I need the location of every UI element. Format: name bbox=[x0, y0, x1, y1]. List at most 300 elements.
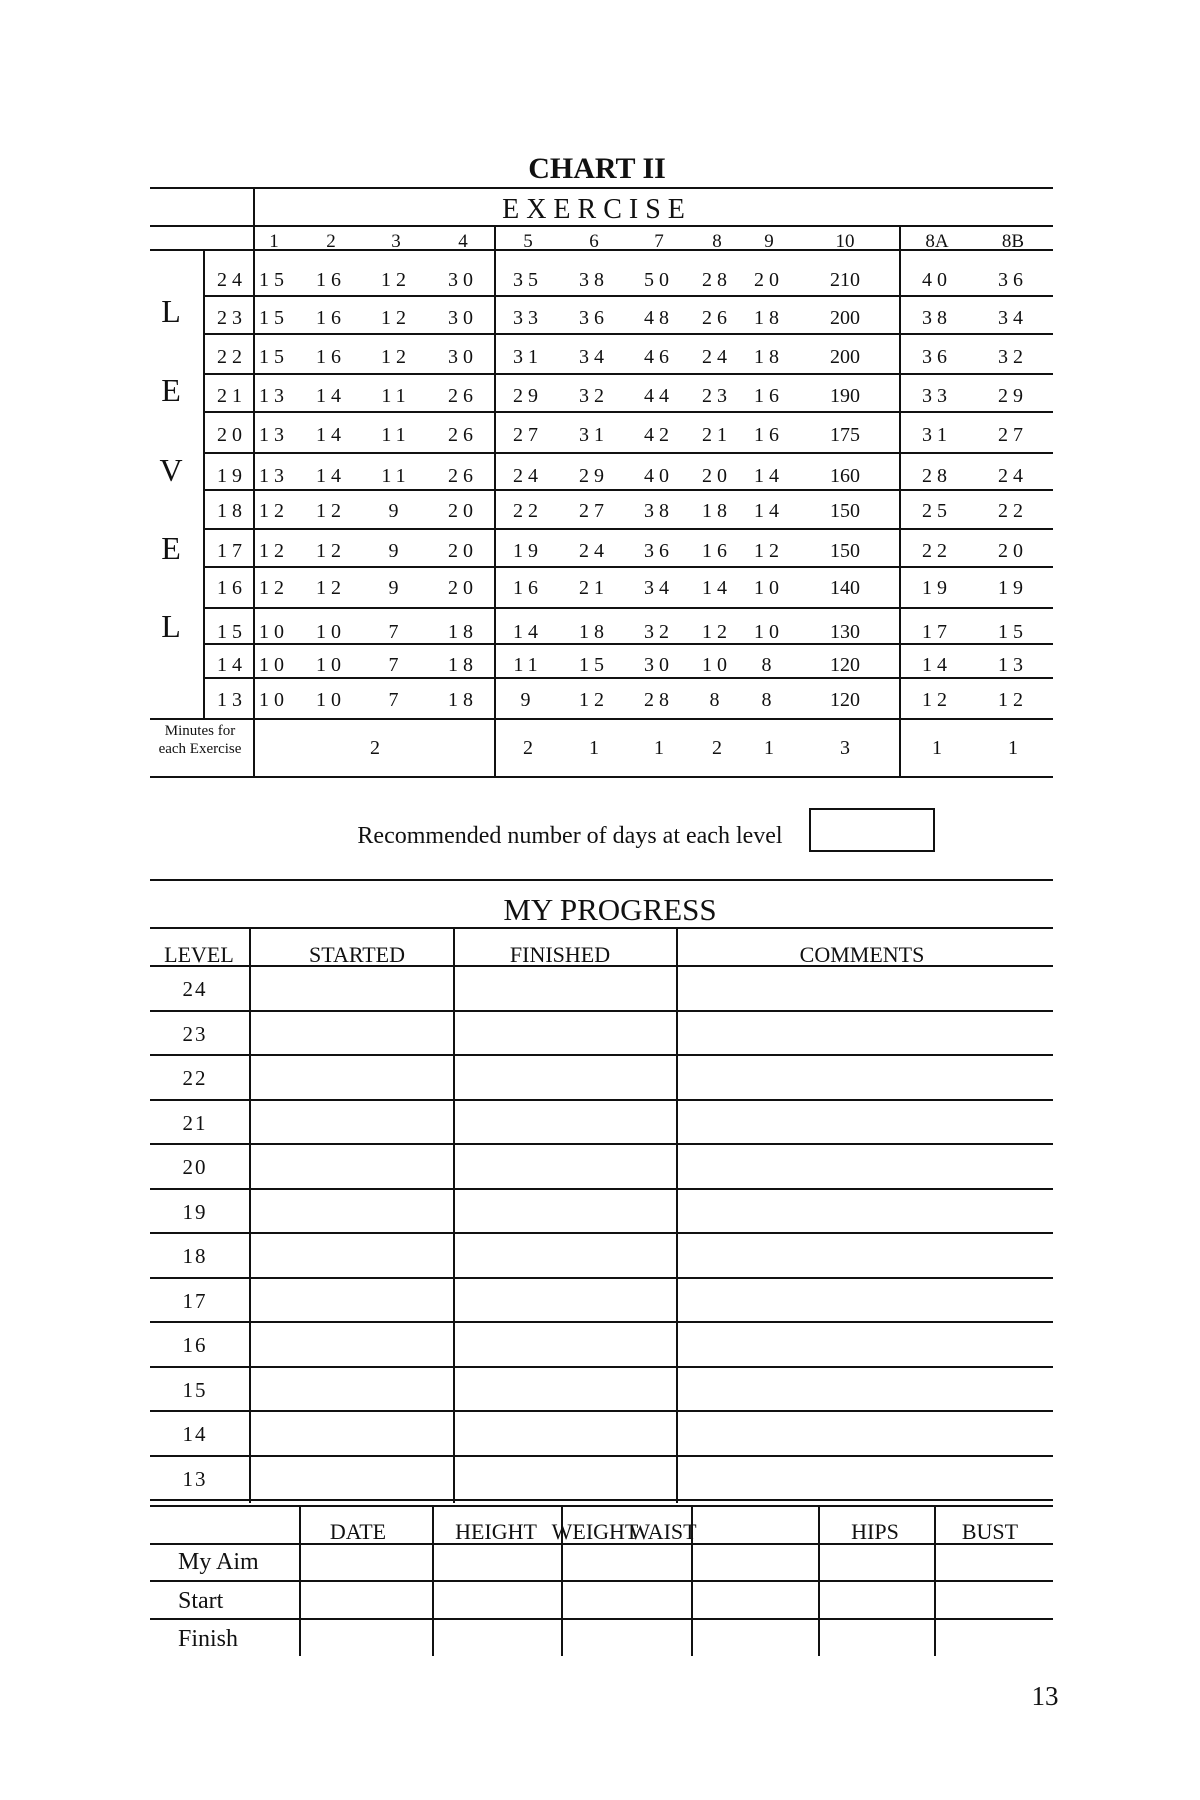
progress-comments-cell[interactable] bbox=[679, 1324, 1050, 1362]
exercise-reps-cell: 30 bbox=[448, 269, 478, 291]
chart-rule bbox=[150, 225, 1053, 227]
exercise-reps-cell: 16 bbox=[316, 269, 346, 291]
measure-column-header: WEIGHT bbox=[551, 1519, 639, 1544]
exercise-reps-cell: 12 bbox=[381, 346, 411, 368]
measure-rule bbox=[150, 1580, 1053, 1582]
progress-level-number: 21 bbox=[182, 1111, 208, 1135]
exercise-reps-cell: 12 bbox=[259, 540, 289, 562]
exercise-column-header: 8 bbox=[712, 231, 722, 252]
minutes-ex1-4: 2 bbox=[370, 737, 380, 759]
progress-finished-cell[interactable] bbox=[456, 1280, 673, 1318]
measure-input-cell[interactable] bbox=[302, 1622, 429, 1652]
measure-rule bbox=[150, 1618, 1053, 1620]
progress-divider bbox=[453, 927, 455, 1503]
minutes-label: Minutes for each Exercise bbox=[158, 723, 242, 757]
measure-input-cell[interactable] bbox=[302, 1545, 429, 1575]
exercise-reps-cell: 30 bbox=[644, 654, 674, 676]
progress-comments-cell[interactable] bbox=[679, 1280, 1050, 1318]
exercise-reps-cell: 33 bbox=[922, 385, 952, 407]
progress-finished-cell[interactable] bbox=[456, 1413, 673, 1451]
exercise-reps-cell: 16 bbox=[316, 346, 346, 368]
exercise-reps-cell: 26 bbox=[702, 307, 732, 329]
level-number: 16 bbox=[217, 577, 247, 599]
exercise-reps-cell: 24 bbox=[579, 540, 609, 562]
exercise-reps-cell: 9 bbox=[388, 577, 404, 599]
level-letter: E bbox=[161, 372, 181, 408]
measure-input-cell[interactable] bbox=[821, 1622, 931, 1652]
level-number: 23 bbox=[217, 307, 247, 329]
exercise-reps-cell: 18 bbox=[754, 346, 784, 368]
exercise-reps-cell: 31 bbox=[922, 424, 952, 446]
progress-finished-cell[interactable] bbox=[456, 1013, 673, 1051]
exercise-reps-cell: 27 bbox=[579, 500, 609, 522]
progress-comments-cell[interactable] bbox=[679, 1458, 1050, 1496]
exercise-reps-cell: 11 bbox=[381, 424, 411, 446]
measure-input-cell[interactable] bbox=[435, 1622, 558, 1652]
exercise-reps-cell: 20 bbox=[754, 269, 784, 291]
exercise-reps-cell: 9 bbox=[388, 500, 404, 522]
chart-row-rule bbox=[203, 566, 1053, 568]
exercise-reps-cell: 20 bbox=[448, 540, 478, 562]
progress-rule bbox=[150, 927, 1053, 929]
exercise-reps-cell: 18 bbox=[702, 500, 732, 522]
exercise-column-header: 7 bbox=[654, 231, 664, 252]
measure-divider bbox=[818, 1505, 820, 1656]
exercise-reps-cell: 12 bbox=[259, 577, 289, 599]
progress-started-cell[interactable] bbox=[252, 1280, 450, 1318]
progress-started-cell[interactable] bbox=[252, 1013, 450, 1051]
exercise-reps-cell: 12 bbox=[259, 500, 289, 522]
progress-row-rule bbox=[150, 1054, 1053, 1056]
exercise-reps-cell: 29 bbox=[513, 385, 543, 407]
exercise-reps-cell: 8 bbox=[761, 689, 777, 711]
measure-input-cell[interactable] bbox=[694, 1545, 815, 1575]
chart-rule bbox=[150, 718, 1053, 720]
progress-level-number: 22 bbox=[182, 1066, 208, 1090]
exercise-reps-cell: 15 bbox=[998, 621, 1028, 643]
chart-row-rule bbox=[203, 489, 1053, 491]
exercise-reps-cell: 29 bbox=[579, 465, 609, 487]
progress-finished-cell[interactable] bbox=[456, 1369, 673, 1407]
exercise-reps-cell: 36 bbox=[579, 307, 609, 329]
exercise-column-header: 3 bbox=[391, 231, 401, 252]
exercise-reps-cell: 38 bbox=[644, 500, 674, 522]
exercise-reps-cell: 10 bbox=[754, 621, 784, 643]
exercise-reps-cell: 150 bbox=[830, 500, 860, 522]
chart-row-rule bbox=[203, 452, 1053, 454]
exercise-reps-cell: 27 bbox=[998, 424, 1028, 446]
chart-title: CHART II bbox=[528, 152, 666, 185]
level-letter: L bbox=[161, 608, 181, 644]
exercise-reps-cell: 10 bbox=[754, 577, 784, 599]
exercise-reps-cell: 30 bbox=[448, 346, 478, 368]
chart-row-rule bbox=[203, 411, 1053, 413]
exercise-reps-cell: 13 bbox=[259, 465, 289, 487]
minutes-ex5: 2 bbox=[523, 737, 533, 759]
exercise-reps-cell: 12 bbox=[316, 540, 346, 562]
exercise-reps-cell: 200 bbox=[830, 346, 860, 368]
exercise-reps-cell: 10 bbox=[259, 621, 289, 643]
exercise-reps-cell: 14 bbox=[922, 654, 952, 676]
exercise-reps-cell: 16 bbox=[513, 577, 543, 599]
progress-finished-cell[interactable] bbox=[456, 1235, 673, 1273]
exercise-reps-cell: 32 bbox=[579, 385, 609, 407]
progress-comments-cell[interactable] bbox=[679, 1191, 1050, 1229]
exercise-reps-cell: 15 bbox=[579, 654, 609, 676]
progress-finished-cell[interactable] bbox=[456, 1458, 673, 1496]
progress-row-rule bbox=[150, 1321, 1053, 1323]
exercise-reps-cell: 26 bbox=[448, 424, 478, 446]
exercise-reps-cell: 12 bbox=[381, 307, 411, 329]
exercise-reps-cell: 12 bbox=[316, 500, 346, 522]
recommended-days-box[interactable] bbox=[809, 808, 935, 852]
exercise-reps-cell: 18 bbox=[448, 689, 478, 711]
exercise-reps-cell: 38 bbox=[922, 307, 952, 329]
measure-input-cell[interactable] bbox=[694, 1622, 815, 1652]
progress-started-cell[interactable] bbox=[252, 1146, 450, 1184]
exercise-reps-cell: 12 bbox=[579, 689, 609, 711]
measure-input-cell[interactable] bbox=[694, 1584, 815, 1614]
exercise-reps-cell: 26 bbox=[448, 385, 478, 407]
progress-level-number: 24 bbox=[182, 977, 208, 1001]
progress-level-number: 16 bbox=[182, 1333, 208, 1357]
measure-divider bbox=[299, 1505, 301, 1656]
minutes-ex9: 1 bbox=[764, 737, 774, 759]
progress-level-number: 20 bbox=[182, 1155, 208, 1179]
exercise-reps-cell: 120 bbox=[830, 689, 860, 711]
exercise-reps-cell: 40 bbox=[922, 269, 952, 291]
exercise-reps-cell: 46 bbox=[644, 346, 674, 368]
exercise-reps-cell: 29 bbox=[998, 385, 1028, 407]
progress-level-number: 18 bbox=[182, 1244, 208, 1268]
exercise-reps-cell: 19 bbox=[998, 577, 1028, 599]
exercise-reps-cell: 48 bbox=[644, 307, 674, 329]
exercise-reps-cell: 130 bbox=[830, 621, 860, 643]
exercise-column-header: 8B bbox=[1001, 231, 1025, 252]
exercise-reps-cell: 18 bbox=[754, 307, 784, 329]
chart-row-rule bbox=[203, 528, 1053, 530]
exercise-reps-cell: 24 bbox=[513, 465, 543, 487]
measure-input-cell[interactable] bbox=[564, 1622, 688, 1652]
progress-started-cell[interactable] bbox=[252, 1057, 450, 1095]
exercise-reps-cell: 10 bbox=[259, 654, 289, 676]
progress-row-rule bbox=[150, 1366, 1053, 1368]
measure-column-header: DATE bbox=[329, 1519, 387, 1544]
exercise-reps-cell: 15 bbox=[259, 346, 289, 368]
exercise-reps-cell: 13 bbox=[259, 424, 289, 446]
exercise-reps-cell: 25 bbox=[922, 500, 952, 522]
chart-divider bbox=[899, 225, 901, 777]
exercise-reps-cell: 12 bbox=[922, 689, 952, 711]
progress-row-rule bbox=[150, 1410, 1053, 1412]
exercise-reps-cell: 8 bbox=[709, 689, 725, 711]
exercise-reps-cell: 12 bbox=[998, 689, 1028, 711]
progress-comments-cell[interactable] bbox=[679, 1102, 1050, 1140]
chart-row-rule bbox=[203, 333, 1053, 335]
exercise-reps-cell: 19 bbox=[922, 577, 952, 599]
exercise-reps-cell: 7 bbox=[388, 654, 404, 676]
exercise-reps-cell: 9 bbox=[520, 689, 536, 711]
progress-row-rule bbox=[150, 1499, 1053, 1501]
measure-input-cell[interactable] bbox=[435, 1584, 558, 1614]
exercise-reps-cell: 18 bbox=[448, 654, 478, 676]
progress-started-cell[interactable] bbox=[252, 1369, 450, 1407]
progress-finished-cell[interactable] bbox=[456, 1324, 673, 1362]
exercise-reps-cell: 24 bbox=[702, 346, 732, 368]
level-number: 22 bbox=[217, 346, 247, 368]
progress-started-cell[interactable] bbox=[252, 1413, 450, 1451]
exercise-reps-cell: 20 bbox=[448, 577, 478, 599]
exercise-reps-cell: 33 bbox=[513, 307, 543, 329]
progress-title: MY PROGRESS bbox=[503, 892, 717, 927]
exercise-reps-cell: 14 bbox=[702, 577, 732, 599]
exercise-reps-cell: 34 bbox=[644, 577, 674, 599]
progress-comments-cell[interactable] bbox=[679, 1413, 1050, 1451]
exercise-reps-cell: 27 bbox=[513, 424, 543, 446]
measure-rule bbox=[150, 1505, 1053, 1507]
measure-input-cell[interactable] bbox=[435, 1545, 558, 1575]
measure-input-cell[interactable] bbox=[564, 1584, 688, 1614]
exercise-reps-cell: 14 bbox=[316, 465, 346, 487]
chart-row-rule bbox=[203, 607, 1053, 609]
progress-row-rule bbox=[150, 1010, 1053, 1012]
measure-input-cell[interactable] bbox=[937, 1584, 1050, 1614]
level-letter: E bbox=[161, 530, 181, 566]
exercise-reps-cell: 36 bbox=[644, 540, 674, 562]
progress-divider bbox=[249, 927, 251, 1503]
measure-divider bbox=[432, 1505, 434, 1656]
progress-row-rule bbox=[150, 1143, 1053, 1145]
progress-level-number: 19 bbox=[182, 1200, 208, 1224]
level-number: 15 bbox=[217, 621, 247, 643]
exercise-reps-cell: 12 bbox=[702, 621, 732, 643]
progress-comments-cell[interactable] bbox=[679, 968, 1050, 1006]
measure-row-label: My Aim bbox=[178, 1549, 259, 1575]
level-number: 13 bbox=[217, 689, 247, 711]
chart-divider bbox=[203, 249, 205, 718]
exercise-column-header: 9 bbox=[764, 231, 774, 252]
exercise-reps-cell: 160 bbox=[830, 465, 860, 487]
level-number: 14 bbox=[217, 654, 247, 676]
progress-comments-cell[interactable] bbox=[679, 1235, 1050, 1273]
progress-started-cell[interactable] bbox=[252, 1102, 450, 1140]
exercise-column-header: 2 bbox=[326, 231, 336, 252]
exercise-reps-cell: 24 bbox=[998, 465, 1028, 487]
minutes-ex8: 2 bbox=[712, 737, 722, 759]
chart-divider bbox=[253, 187, 255, 777]
progress-row-rule bbox=[150, 1455, 1053, 1457]
exercise-reps-cell: 17 bbox=[922, 621, 952, 643]
exercise-reps-cell: 36 bbox=[998, 269, 1028, 291]
recommended-days-label: Recommended number of days at each level bbox=[357, 823, 783, 849]
exercise-reps-cell: 11 bbox=[381, 385, 411, 407]
exercise-reps-cell: 7 bbox=[388, 621, 404, 643]
minutes-ex8b: 1 bbox=[1008, 737, 1018, 759]
exercise-reps-cell: 15 bbox=[259, 307, 289, 329]
progress-finished-cell[interactable] bbox=[456, 1191, 673, 1229]
exercise-column-header: 8A bbox=[925, 231, 949, 252]
exercise-reps-cell: 16 bbox=[754, 385, 784, 407]
exercise-reps-cell: 38 bbox=[579, 269, 609, 291]
progress-started-cell[interactable] bbox=[252, 1235, 450, 1273]
progress-finished-cell[interactable] bbox=[456, 1057, 673, 1095]
exercise-reps-cell: 210 bbox=[830, 269, 860, 291]
exercise-reps-cell: 175 bbox=[830, 424, 860, 446]
exercise-reps-cell: 16 bbox=[316, 307, 346, 329]
progress-finished-cell[interactable] bbox=[456, 968, 673, 1006]
exercise-column-header: 5 bbox=[523, 231, 533, 252]
progress-started-cell[interactable] bbox=[252, 1191, 450, 1229]
exercise-reps-cell: 31 bbox=[513, 346, 543, 368]
exercise-reps-cell: 23 bbox=[702, 385, 732, 407]
progress-level-number: 13 bbox=[182, 1467, 208, 1491]
exercise-reps-cell: 35 bbox=[513, 269, 543, 291]
exercise-column-header: 10 bbox=[835, 231, 855, 252]
progress-divider bbox=[676, 927, 678, 1503]
exercise-reps-cell: 20 bbox=[702, 465, 732, 487]
exercise-reps-cell: 13 bbox=[998, 654, 1028, 676]
level-letter: L bbox=[161, 293, 181, 329]
exercise-reps-cell: 150 bbox=[830, 540, 860, 562]
progress-row-rule bbox=[150, 1232, 1053, 1234]
progress-rule bbox=[150, 879, 1053, 881]
progress-row-rule bbox=[150, 1277, 1053, 1279]
minutes-ex6: 1 bbox=[589, 737, 599, 759]
exercise-reps-cell: 28 bbox=[922, 465, 952, 487]
measure-input-cell[interactable] bbox=[821, 1545, 931, 1575]
exercise-reps-cell: 19 bbox=[513, 540, 543, 562]
progress-row-rule bbox=[150, 1188, 1053, 1190]
minutes-ex7: 1 bbox=[654, 737, 664, 759]
progress-rule bbox=[150, 965, 1053, 967]
exercise-reps-cell: 120 bbox=[830, 654, 860, 676]
exercise-reps-cell: 50 bbox=[644, 269, 674, 291]
progress-column-header: LEVEL bbox=[164, 942, 234, 967]
exercise-reps-cell: 10 bbox=[259, 689, 289, 711]
exercise-reps-cell: 44 bbox=[644, 385, 674, 407]
measure-column-header: HIPS bbox=[851, 1519, 899, 1544]
exercise-reps-cell: 8 bbox=[761, 654, 777, 676]
exercise-reps-cell: 28 bbox=[644, 689, 674, 711]
measure-column-header: WAIST bbox=[629, 1519, 697, 1544]
measure-input-cell[interactable] bbox=[821, 1584, 931, 1614]
chart-rule bbox=[150, 187, 1053, 189]
exercise-reps-cell: 14 bbox=[513, 621, 543, 643]
exercise-heading: EXERCISE bbox=[502, 194, 692, 225]
exercise-reps-cell: 18 bbox=[448, 621, 478, 643]
chart-divider bbox=[494, 225, 496, 777]
exercise-column-header: 1 bbox=[269, 231, 279, 252]
exercise-reps-cell: 30 bbox=[448, 307, 478, 329]
exercise-reps-cell: 21 bbox=[702, 424, 732, 446]
progress-column-header: FINISHED bbox=[509, 942, 611, 967]
exercise-reps-cell: 10 bbox=[702, 654, 732, 676]
chart-row-rule bbox=[203, 295, 1053, 297]
progress-level-number: 17 bbox=[182, 1289, 208, 1313]
exercise-reps-cell: 12 bbox=[316, 577, 346, 599]
chart-row-rule bbox=[203, 677, 1053, 679]
exercise-reps-cell: 40 bbox=[644, 465, 674, 487]
exercise-reps-cell: 22 bbox=[922, 540, 952, 562]
minutes-ex10: 3 bbox=[840, 737, 850, 759]
level-number: 19 bbox=[217, 465, 247, 487]
exercise-reps-cell: 42 bbox=[644, 424, 674, 446]
exercise-reps-cell: 32 bbox=[998, 346, 1028, 368]
measure-input-cell[interactable] bbox=[302, 1584, 429, 1614]
exercise-reps-cell: 18 bbox=[579, 621, 609, 643]
exercise-reps-cell: 36 bbox=[922, 346, 952, 368]
exercise-reps-cell: 190 bbox=[830, 385, 860, 407]
exercise-reps-cell: 31 bbox=[579, 424, 609, 446]
exercise-reps-cell: 22 bbox=[513, 500, 543, 522]
progress-comments-cell[interactable] bbox=[679, 1057, 1050, 1095]
progress-finished-cell[interactable] bbox=[456, 1102, 673, 1140]
progress-level-number: 14 bbox=[182, 1422, 208, 1446]
exercise-reps-cell: 12 bbox=[381, 269, 411, 291]
exercise-reps-cell: 16 bbox=[702, 540, 732, 562]
progress-comments-cell[interactable] bbox=[679, 1369, 1050, 1407]
exercise-reps-cell: 15 bbox=[259, 269, 289, 291]
exercise-column-header: 4 bbox=[458, 231, 468, 252]
exercise-reps-cell: 14 bbox=[316, 424, 346, 446]
measure-input-cell[interactable] bbox=[937, 1545, 1050, 1575]
level-letter: V bbox=[159, 452, 183, 488]
exercise-column-header: 6 bbox=[589, 231, 599, 252]
exercise-reps-cell: 200 bbox=[830, 307, 860, 329]
exercise-reps-cell: 28 bbox=[702, 269, 732, 291]
exercise-reps-cell: 34 bbox=[998, 307, 1028, 329]
chart-row-rule bbox=[203, 373, 1053, 375]
chart-rule bbox=[150, 776, 1053, 778]
progress-finished-cell[interactable] bbox=[456, 1146, 673, 1184]
exercise-reps-cell: 14 bbox=[754, 500, 784, 522]
progress-started-cell[interactable] bbox=[252, 1324, 450, 1362]
exercise-reps-cell: 9 bbox=[388, 540, 404, 562]
chart-rule bbox=[150, 249, 1053, 251]
level-number: 17 bbox=[217, 540, 247, 562]
exercise-reps-cell: 26 bbox=[448, 465, 478, 487]
exercise-reps-cell: 34 bbox=[579, 346, 609, 368]
chart-row-rule bbox=[203, 643, 1053, 645]
exercise-reps-cell: 10 bbox=[316, 621, 346, 643]
level-number: 20 bbox=[217, 424, 247, 446]
measure-column-header: BUST bbox=[961, 1519, 1019, 1544]
exercise-reps-cell: 14 bbox=[316, 385, 346, 407]
exercise-reps-cell: 16 bbox=[754, 424, 784, 446]
progress-comments-cell[interactable] bbox=[679, 1013, 1050, 1051]
level-number: 18 bbox=[217, 500, 247, 522]
exercise-reps-cell: 12 bbox=[754, 540, 784, 562]
measure-input-cell[interactable] bbox=[564, 1545, 688, 1575]
exercise-reps-cell: 20 bbox=[998, 540, 1028, 562]
progress-started-cell[interactable] bbox=[252, 1458, 450, 1496]
progress-comments-cell[interactable] bbox=[679, 1146, 1050, 1184]
exercise-reps-cell: 20 bbox=[448, 500, 478, 522]
exercise-reps-cell: 14 bbox=[754, 465, 784, 487]
progress-row-rule bbox=[150, 1099, 1053, 1101]
measure-divider bbox=[934, 1505, 936, 1656]
progress-started-cell[interactable] bbox=[252, 968, 450, 1006]
exercise-reps-cell: 32 bbox=[644, 621, 674, 643]
exercise-reps-cell: 10 bbox=[316, 689, 346, 711]
progress-column-header: COMMENTS bbox=[799, 942, 925, 967]
measure-input-cell[interactable] bbox=[937, 1622, 1050, 1652]
exercise-reps-cell: 10 bbox=[316, 654, 346, 676]
exercise-reps-cell: 11 bbox=[381, 465, 411, 487]
measure-row-label: Finish bbox=[178, 1626, 239, 1652]
progress-level-number: 23 bbox=[182, 1022, 208, 1046]
exercise-reps-cell: 21 bbox=[579, 577, 609, 599]
